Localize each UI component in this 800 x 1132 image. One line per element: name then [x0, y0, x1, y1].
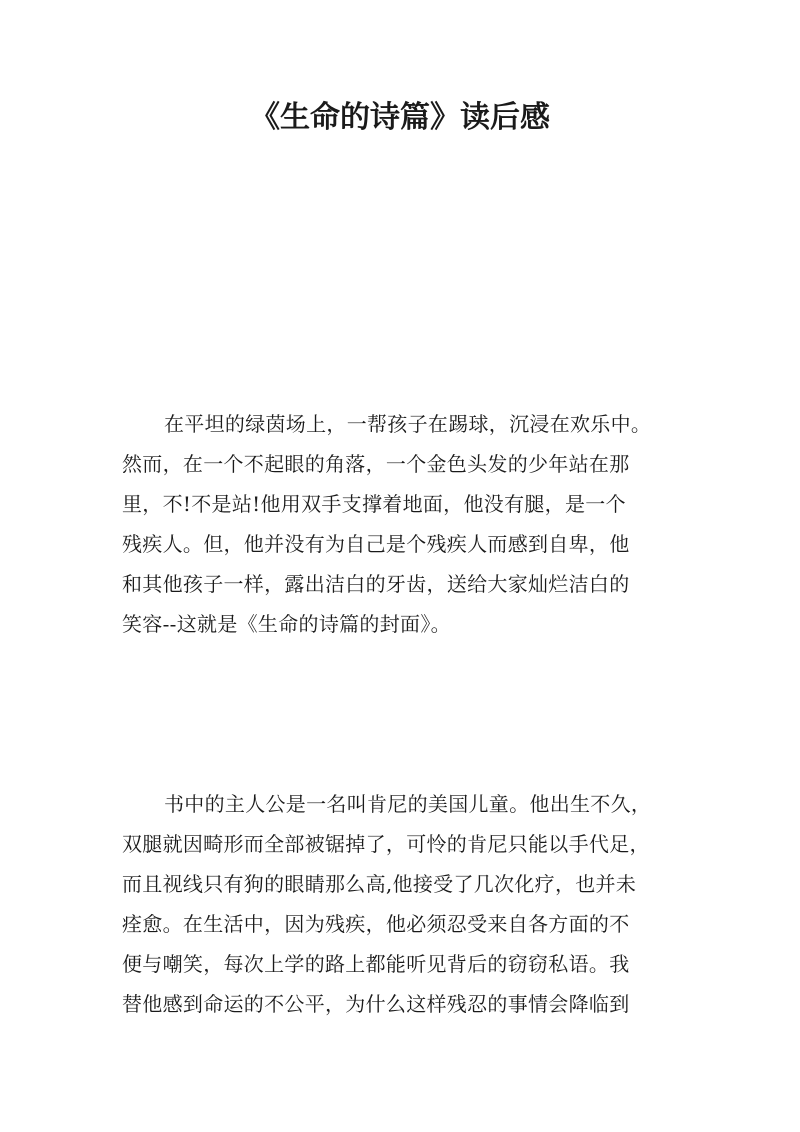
paragraph-line: 和其他孩子一样，露出洁白的牙齿，送给大家灿烂洁白的: [122, 572, 630, 596]
paragraph-line: 书中的主人公是一名叫肯尼的美国儿童。他出生不久，: [164, 792, 652, 816]
paragraph-line: 残疾人。但，他并没有为自己是个残疾人而感到自卑，他: [122, 532, 630, 556]
paragraph-line: 笑容--这就是《生命的诗篇的封面》。: [122, 612, 451, 636]
paragraph-1: [122, 404, 682, 644]
paragraph-line: 里，不!不是站!他用双手支撑着地面，他没有腿，是一个: [122, 492, 626, 516]
paragraph-line: 痊愈。在生活中，因为残疾，他必须忍受来自各方面的不: [122, 912, 630, 936]
paragraph-line: 然而，在一个不起眼的角落，一个金色头发的少年站在那: [122, 452, 630, 476]
paragraph-line: 便与嘲笑，每次上学的路上都能听见背后的窃窃私语。我: [122, 952, 630, 976]
document-title: 《生命的诗篇》读后感: [250, 100, 550, 135]
paragraph-line: 双腿就因畸形而全部被锯掉了，可怜的肯尼只能以手代足，: [122, 832, 650, 856]
paragraph-2: [122, 784, 682, 1024]
paragraph-line: 而且视线只有狗的眼睛那么高,他接受了几次化疗，也并未: [122, 872, 637, 896]
paragraph-line: 在平坦的绿茵场上，一帮孩子在踢球，沉浸在欢乐中。: [164, 412, 652, 436]
paragraph-line: 替他感到命运的不公平，为什么这样残忍的事情会降临到: [122, 992, 630, 1016]
